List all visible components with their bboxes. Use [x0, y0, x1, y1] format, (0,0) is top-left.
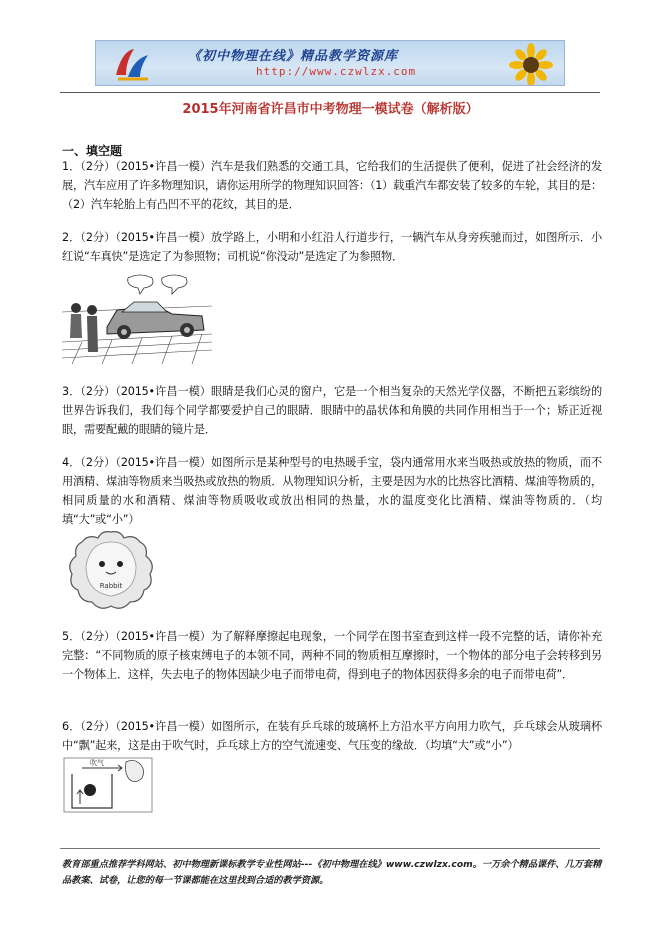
- question-1: 1．（2分）（2015•许昌一模）汽车是我们熟悉的交通工具，它给我们的生活提供了便利，促进了社会经济的发展，汽车应用了许多物理知识，请你运用所学的物理知识回答：（1）载重汽车都安装了较多的车轮，其目的是：（2）汽车轮胎上有凸凹不平的花纹，其目的是．: [62, 160, 602, 211]
- question-3: 3．（2分）（2015•许昌一模）眼睛是我们心灵的窗户，它是一个相当复杂的天然光学仪器，不断把五彩缤纷的世界告诉我们，我们每个同学都要爱护自己的眼睛．眼睛中的晶状体和角膜的共同作用相当于一个；矫正近视眼，需要配戴的眼睛的镜片是．: [62, 385, 602, 436]
- page-title: 2015年河南省许昌市中考物理一模试卷（解析版）: [182, 102, 479, 117]
- figure-hand-warmer-label: Rabbit: [99, 582, 123, 590]
- banner-url[interactable]: http://www.czwlzx.com: [256, 65, 417, 78]
- footer-divider: [60, 848, 600, 849]
- question-5: 5．（2分）（2015•许昌一模）为了解释摩擦起电现象，一个同学在图书室查到这样一段不完整的话，请你补充完整：“不同物质的原子核束缚电子的本领不同，两种不同的物质相互摩擦时，一个物体的部分电子会转移到另一个物体上．这样，失去电子的物体因缺少电子而带电荷，得到电子的物体因获得多余的电子而带电荷”．: [62, 630, 602, 681]
- header-divider: [60, 92, 600, 93]
- figure-street-car: [62, 272, 212, 364]
- figure-hand-warmer: [62, 526, 160, 614]
- sunflower-icon: [504, 43, 558, 86]
- site-logo-icon: [112, 45, 152, 83]
- footer-text: 教育部重点推荐学科网站、初中物理新课标教学专业性网站---《初中物理在线》www.czwlzx.com。一万余个精品课件、几万套精品教案、试卷，让您的每一节课都能在这里找到合适的教学资源。: [62, 859, 602, 886]
- header-banner: [95, 40, 565, 86]
- banner-title: 《初中物理在线》精品教学资源库: [188, 49, 399, 64]
- figure-blow-label: 吹气: [90, 759, 104, 767]
- question-2: 2．（2分）（2015•许昌一模）放学路上，小明和小红沿人行道步行，一辆汽车从身旁疾驰而过，如图所示．小红说“车真快”是选定了为参照物；司机说“你没动”是选定了为参照物．: [62, 231, 602, 263]
- question-6: 6．（2分）（2015•许昌一模）如图所示，在装有乒乓球的玻璃杯上方沿水平方向用力吹气，乒乓球会从玻璃杯中“飘”起来，这是由于吹气时，乒乓球上方的空气流速变、气压变的缘故．（均填“大”或“小”）: [62, 720, 602, 752]
- section-heading: 一、填空题: [62, 144, 123, 158]
- question-4: 4．（2分）（2015•许昌一模）如图所示是某种型号的电热暖手宝，袋内通常用水来当吸热或放热的物质，而不用酒精、煤油等物质来当吸热或放热的物质．从物理知识分析，主要是因为水的比热容比酒精、煤油等物质的，相同质量的水和酒精、煤油等物质吸收或放出相同的热量，水的温度变化比酒精、煤油等物质的．（均填“大”或“小”）: [62, 456, 602, 526]
- figure-ping-pong-cup: [62, 754, 154, 814]
